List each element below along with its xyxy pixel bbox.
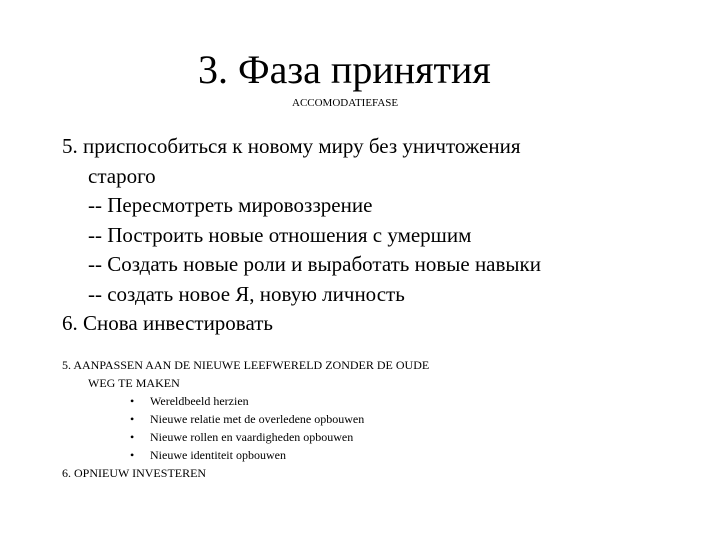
bullet-icon: • xyxy=(130,412,135,426)
nl-bullet-item xyxy=(62,446,702,464)
ru-sub-item: -- Создать новые роли и выработать новые навыки xyxy=(88,252,541,276)
nl-bullet-text: Wereldbeeld herzien xyxy=(150,394,249,408)
bullet-icon: • xyxy=(130,448,135,462)
dutch-list xyxy=(62,356,702,482)
ru-sub-item: -- создать новое Я, новую личность xyxy=(88,281,405,306)
nl-item-5-line-1: 5. AANPASSEN AAN DE NIEUWE LEEFWERELD ZONDER DE OUDE xyxy=(62,358,430,372)
russian-list xyxy=(62,132,702,339)
bullet-icon: • xyxy=(130,394,135,408)
slide-subtitle: ACCOMODATIEFASE xyxy=(292,97,399,109)
ru-sub-item: -- Построить новые отношения с умершим xyxy=(88,222,472,247)
nl-bullet-text: Nieuwe rollen en vaardigheden opbouwen xyxy=(150,430,354,444)
ru-item-6: 6. Снова инвестировать xyxy=(62,311,273,335)
nl-bullet-item xyxy=(62,410,702,428)
nl-bullet-text: Nieuwe identiteit opbouwen xyxy=(150,448,286,462)
ru-sub-item: -- Пересмотреть мировоззрение xyxy=(88,193,373,217)
nl-bullet-item xyxy=(62,392,702,410)
nl-item-5-line-2: WEG TE MAKEN xyxy=(88,376,180,390)
ru-item-5-line-2: старого xyxy=(88,163,156,188)
bullet-icon: • xyxy=(130,430,135,444)
nl-item-6: 6. OPNIEUW INVESTEREN xyxy=(62,466,207,480)
slide-title: 3. Фаза принятия xyxy=(198,47,491,92)
ru-item-5-line-1: 5. приспособиться к новому миру без уничтожения xyxy=(62,134,521,158)
nl-bullet-item xyxy=(62,428,702,446)
nl-bullet-text: Nieuwe relatie met de overledene opbouwen xyxy=(150,412,365,426)
